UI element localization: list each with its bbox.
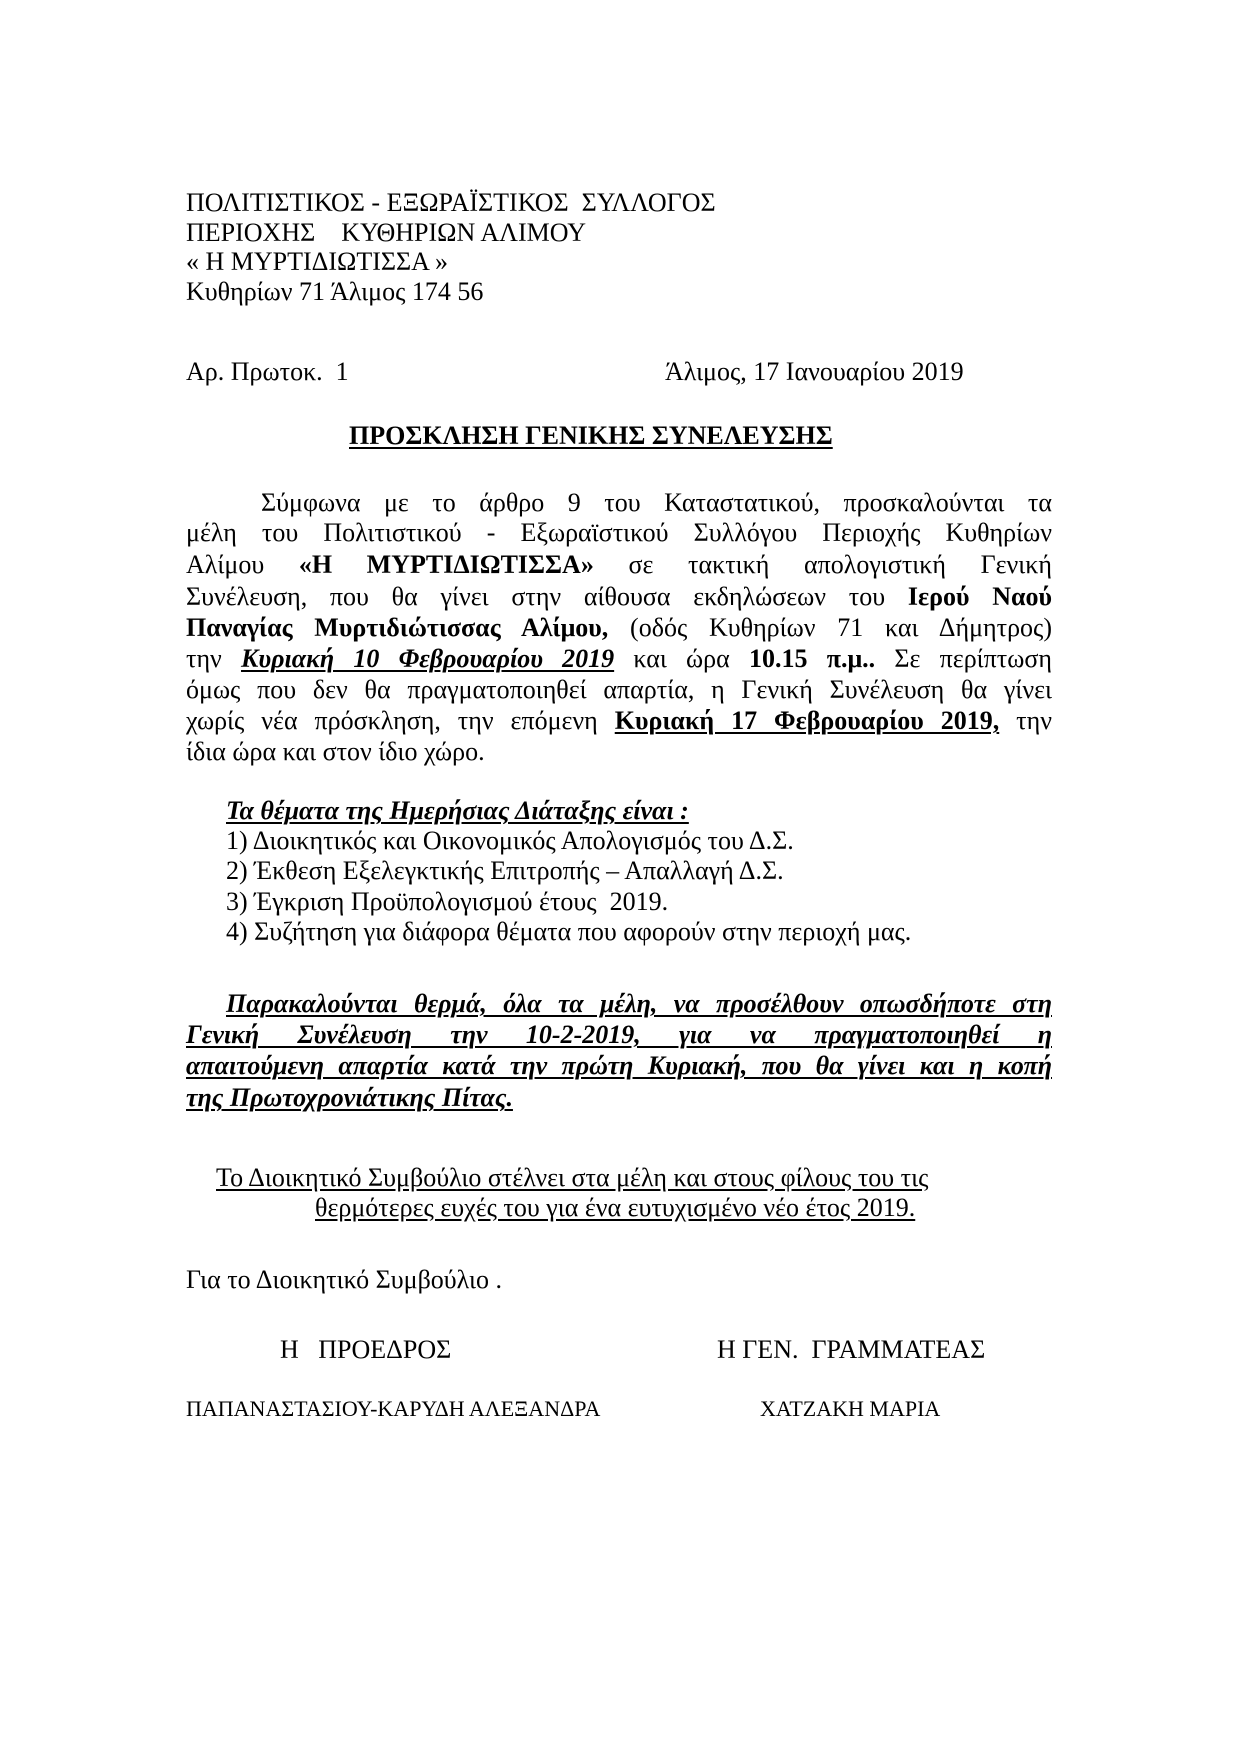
wishes-line-1: Το Διοικητικό Συμβούλιο στέλνει στα μέλη και στους φίλους του τις <box>216 1163 929 1192</box>
body-line <box>186 675 1052 705</box>
body-text: Συνέλευση, που θα γίνει στην αίθουσα εκδηλώσεων του <box>186 582 908 611</box>
wishes-line-2: θερμότερες ευχές του για ένα ευτυχισμένο νέο έτος 2019. <box>315 1193 916 1222</box>
president-role: Η ΠΡΟΕΔΡΟΣ <box>280 1335 452 1364</box>
association-name-bold: «Η ΜΥΡΤΙΔΙΩΤΙΣΣΑ» <box>298 550 594 579</box>
meeting-date: Κυριακή 10 Φεβρουαρίου 2019 <box>241 644 615 673</box>
agenda-item: 3) Έγκριση Προϋπολογισμού έτους 2019. <box>226 887 669 916</box>
body-text: μέλη του Πολιτιστικού - Εξωραϊστικού Συλλόγου Περιοχής Κυθηρίων <box>186 518 1052 547</box>
appeal-text: Γενική Συνέλευση την 10-2-2019, για να πραγματοποιηθεί η <box>186 1020 1052 1049</box>
org-name-line-1: ΠΟΛΙΤΙΣΤΙΚΟΣ - ΕΞΩΡΑΪΣΤΙΚΟΣ ΣΥΛΛΟΓΟΣ <box>186 188 716 217</box>
venue-bold: Παναγίας Μυρτιδιώτισσας Αλίμου, <box>186 613 609 642</box>
body-line <box>186 518 1052 548</box>
secretary-name: ΧΑΤΖΑΚΗ ΜΑΡΙΑ <box>760 1396 941 1421</box>
appeal-line <box>186 1083 1052 1113</box>
appeal-text: Παρακαλούνται θερμά, όλα τα μέλη, να προσέλθουν οπωσδήποτε στη <box>226 989 1052 1018</box>
agenda-item: 1) Διοικητικός και Οικονομικός Απολογισμός του Δ.Σ. <box>226 826 794 855</box>
body-line <box>186 706 1052 736</box>
agenda-item: 2) Έκθεση Εξελεγκτικής Επιτροπής – Απαλλαγή Δ.Σ. <box>226 856 784 885</box>
body-text: την <box>186 644 242 673</box>
president-name: ΠΑΠΑΝΑΣΤΑΣΙΟΥ-ΚΑΡΥΔΗ ΑΛΕΞΑΝΔΡΑ <box>186 1396 601 1421</box>
document-title: ΠΡΟΣΚΛΗΣΗ ΓΕΝΙΚΗΣ ΣΥΝΕΛΕΥΣΗΣ <box>349 421 833 450</box>
appeal-text: απαιτούμενη απαρτία κατά την πρώτη Κυριακή, που θα γίνει και η κοπή <box>186 1051 1052 1080</box>
body-text: ίδια ώρα και στον ίδιο χώρο. <box>186 737 485 766</box>
body-text: σε τακτική απολογιστική Γενική <box>593 550 1052 579</box>
secretary-role: Η ΓΕΝ. ΓΡΑΜΜΑΤΕΑΣ <box>717 1335 986 1364</box>
body-text: χωρίς νέα πρόσκληση, την επόμενη <box>186 706 615 735</box>
body-text: Σύμφωνα με το άρθρο 9 του Καταστατικού, προσκαλούνται τα <box>261 488 1052 517</box>
body-text: Αλίμου <box>186 550 299 579</box>
body-line <box>186 644 1052 674</box>
org-name-line-3: « Η ΜΥΡΤΙΔΙΩΤΙΣΣΑ » <box>186 247 449 276</box>
body-text: Σε περίπτωση <box>875 644 1052 673</box>
agenda-item: 4) Συζήτηση για διάφορα θέματα που αφορούν στην περιοχή μας. <box>226 917 912 946</box>
agenda-heading: Τα θέματα της Ημερήσιας Διάταξης είναι : <box>226 796 689 825</box>
alternate-meeting-date: Κυριακή 17 Φεβρουαρίου 2019, <box>614 706 1000 735</box>
appeal-text: της Πρωτοχρονιάτικης Πίτας. <box>186 1083 513 1112</box>
place-date: Άλιμος, 17 Ιανουαρίου 2019 <box>665 357 964 386</box>
body-line <box>186 737 1052 767</box>
org-address: Κυθηρίων 71 Άλιμος 174 56 <box>186 277 484 306</box>
body-text: και ώρα <box>614 644 749 673</box>
appeal-line <box>186 1051 1052 1081</box>
body-line <box>186 613 1052 643</box>
org-name-line-2: ΠΕΡΙΟΧΗΣ ΚΥΘΗΡΙΩΝ ΑΛΙΜΟΥ <box>186 218 586 247</box>
venue-bold: Ιερού Ναού <box>907 582 1052 611</box>
protocol-number: Αρ. Πρωτοκ. 1 <box>186 357 349 386</box>
signoff: Για το Διοικητικό Συμβούλιο . <box>186 1265 502 1294</box>
venue-address: (οδός Κυθηρίων 71 και Δήμητρος) <box>608 613 1053 642</box>
body-text: την <box>999 706 1052 735</box>
appeal-line <box>186 989 1052 1019</box>
body-line <box>186 488 1052 518</box>
body-line <box>186 550 1052 580</box>
appeal-line <box>186 1020 1052 1050</box>
body-text: όμως που δεν θα πραγματοποιηθεί απαρτία, η Γενική Συνέλευση θα γίνει <box>186 675 1052 704</box>
body-line <box>186 582 1052 612</box>
meeting-time: 10.15 π.μ.. <box>748 644 876 673</box>
